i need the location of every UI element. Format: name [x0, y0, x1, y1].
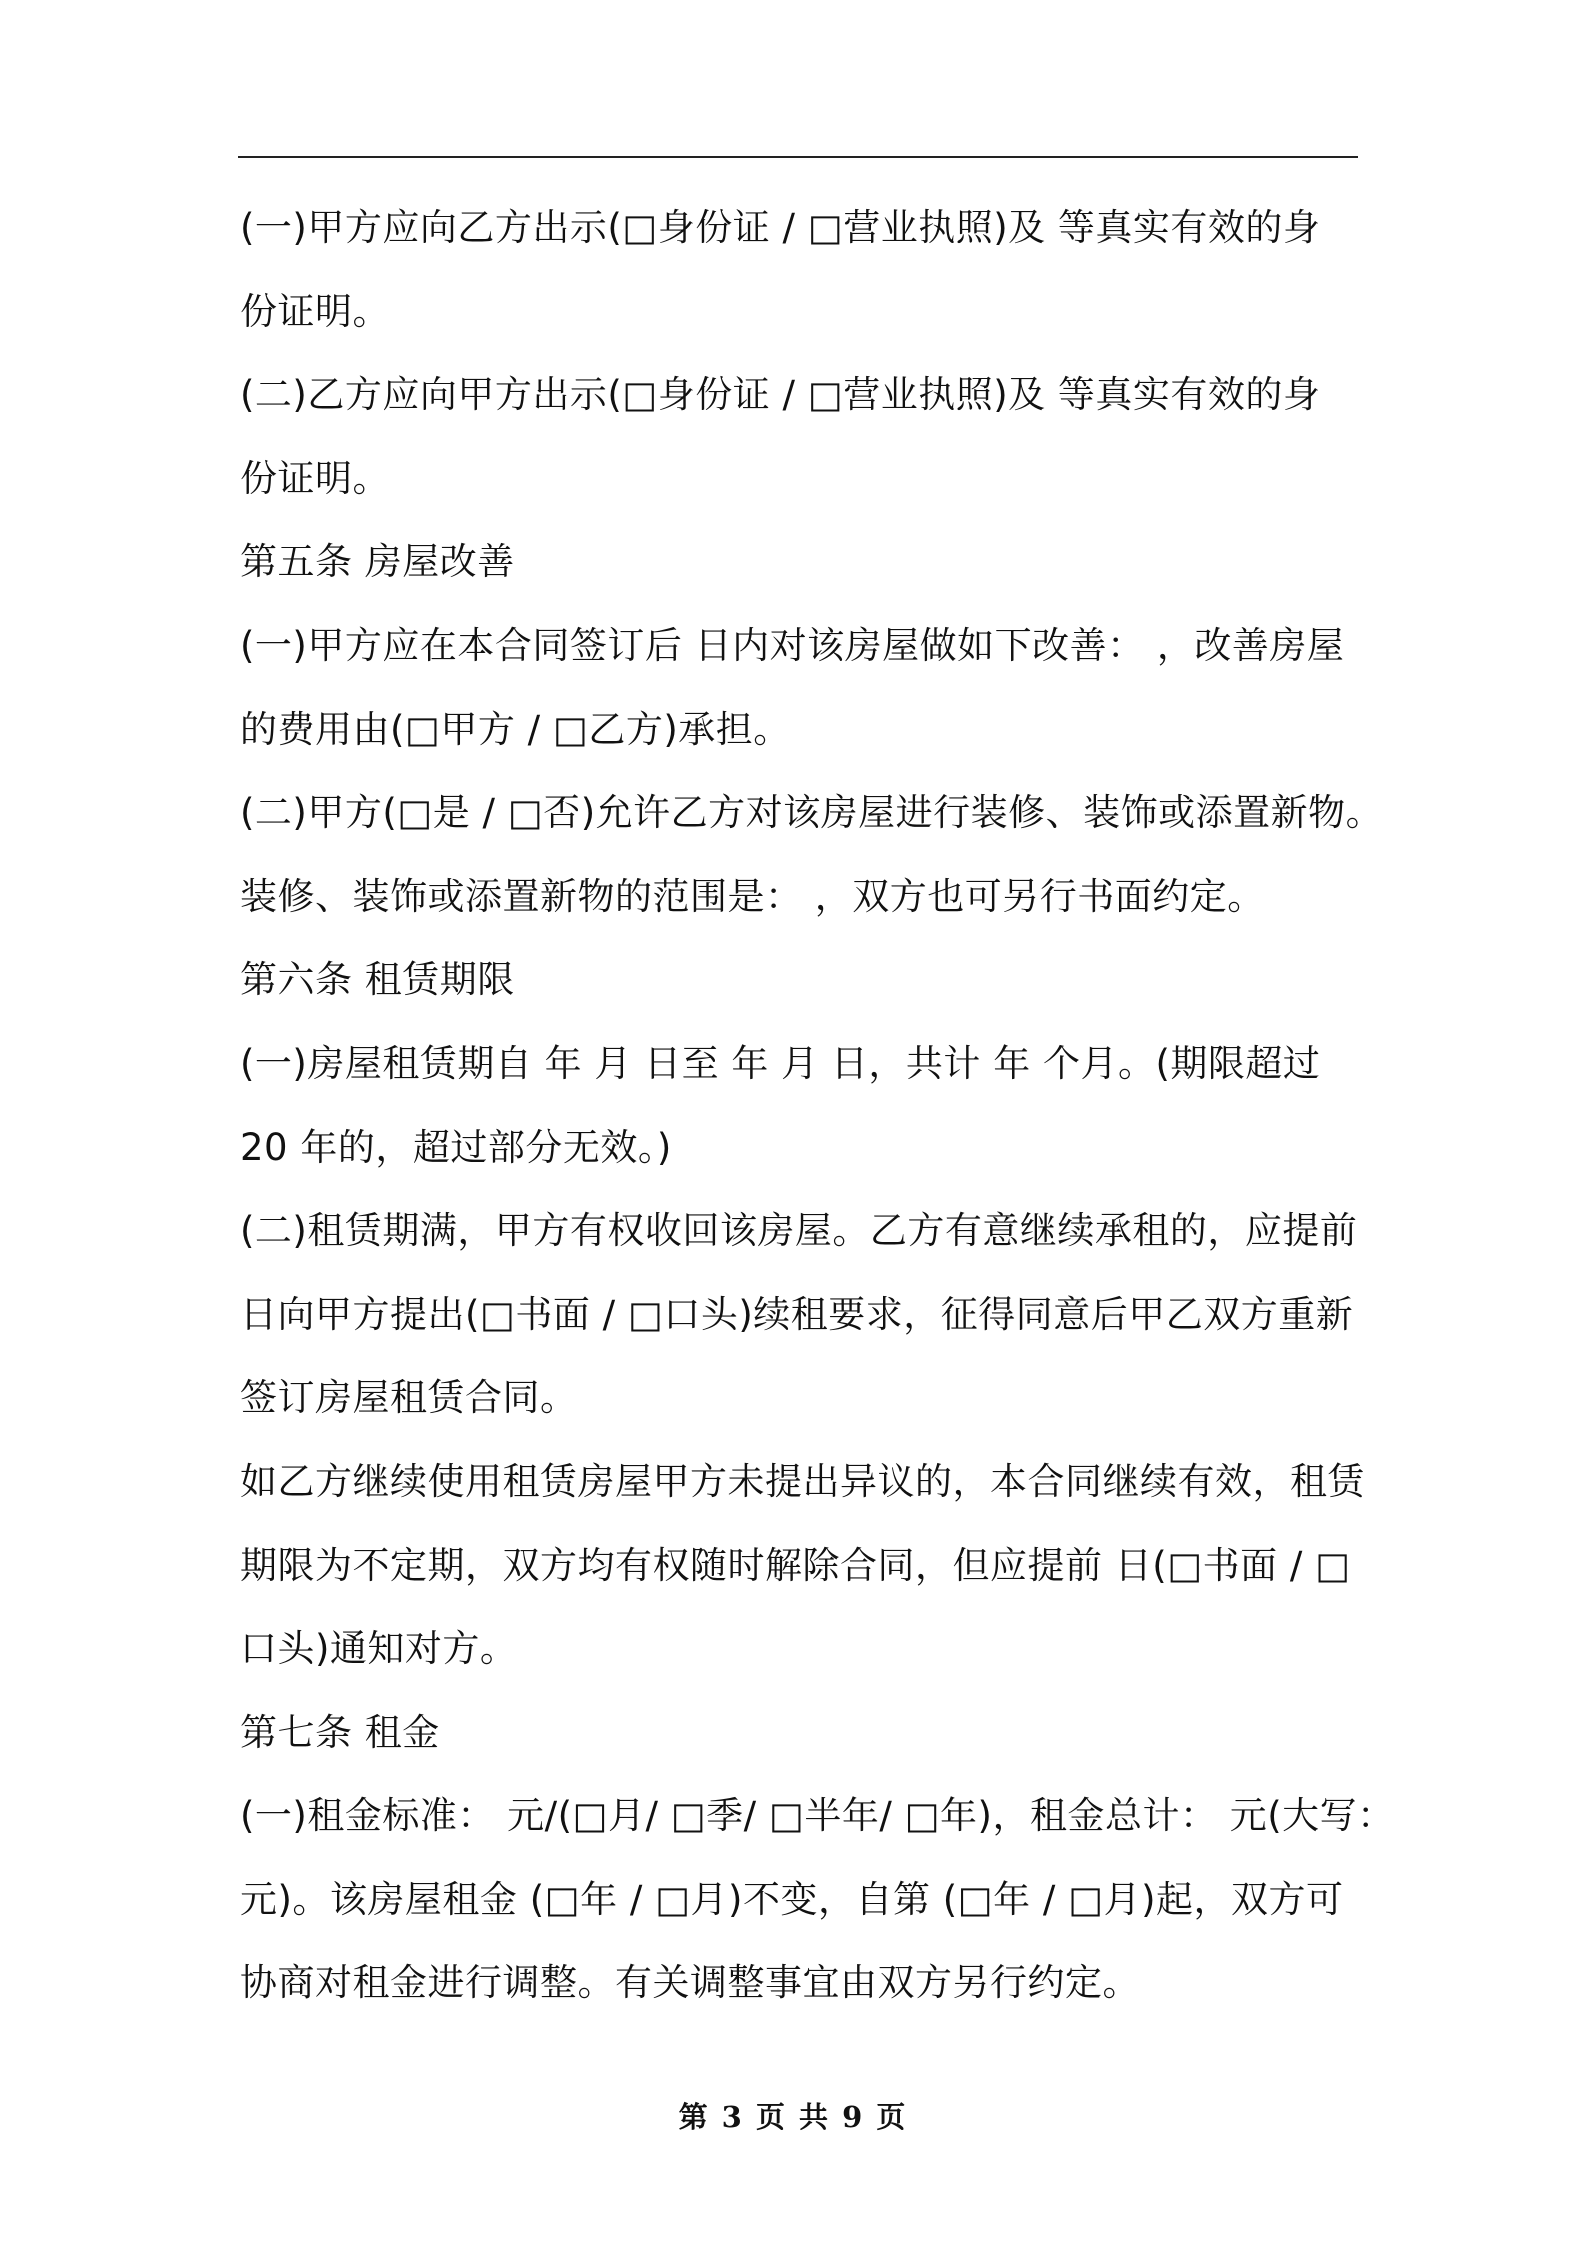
- text-line: (一)甲方应在本合同签订后 日内对该房屋做如下改善： ，改善房屋: [240, 623, 1345, 667]
- text-line: 协商对租金进行调整。有关调整事宜由双方另行约定。: [240, 1961, 1140, 2005]
- article-heading: 第六条 租赁期限: [240, 958, 515, 1002]
- page-indicator: 第 3 页 共 9 页: [678, 2100, 908, 2134]
- text-line: (一)甲方应向乙方出示(□身份证 / □营业执照)及 等真实有效的身: [240, 206, 1321, 249]
- text-line: (二)租赁期满，甲方有权收回该房屋。乙方有意继续承租的，应提前: [240, 1209, 1358, 1253]
- text-line: 元)。该房屋租金 (□年 / □月)不变，自第 (□年 / □月)起，双方可: [240, 1877, 1344, 1921]
- text-line: 口头)通知对方。: [240, 1627, 518, 1671]
- text-line: 的费用由(□甲方 / □乙方)承担。: [240, 707, 791, 751]
- text-line: 如乙方继续使用租赁房屋甲方未提出异议的，本合同继续有效，租赁: [240, 1459, 1365, 1503]
- text-line: 份证明。: [240, 456, 390, 500]
- text-line: (一)租金标准： 元/(□月/ □季/ □半年/ □年)，租金总计： 元(大写：: [240, 1794, 1395, 1838]
- text-line: 日向甲方提出(□书面 / □口头)续租要求，征得同意后甲乙双方重新: [240, 1292, 1354, 1336]
- text-line: 装修、装饰或添置新物的范围是： ，双方也可另行书面约定。: [240, 874, 1265, 918]
- header-rule: [238, 156, 1358, 158]
- text-line: 期限为不定期，双方均有权随时解除合同，但应提前 日(□书面 / □: [240, 1543, 1351, 1587]
- text-line: 20 年的，超过部分无效。): [240, 1125, 672, 1169]
- text-line: (二)甲方(□是 / □否)允许乙方对该房屋进行装修、装饰或添置新物。: [240, 791, 1384, 835]
- document-body: [240, 186, 1395, 2025]
- text-line: (一)房屋租赁期自 年 月 日至 年 月 日，共计 年 个月。(期限超过: [240, 1041, 1321, 1085]
- text-line: 份证明。: [240, 289, 390, 333]
- text-line: 签订房屋租赁合同。: [240, 1376, 578, 1420]
- article-heading: 第五条 房屋改善: [240, 540, 515, 584]
- text-line: (二)乙方应向甲方出示(□身份证 / □营业执照)及 等真实有效的身: [240, 373, 1321, 417]
- article-heading: 第七条 租金: [240, 1710, 440, 1754]
